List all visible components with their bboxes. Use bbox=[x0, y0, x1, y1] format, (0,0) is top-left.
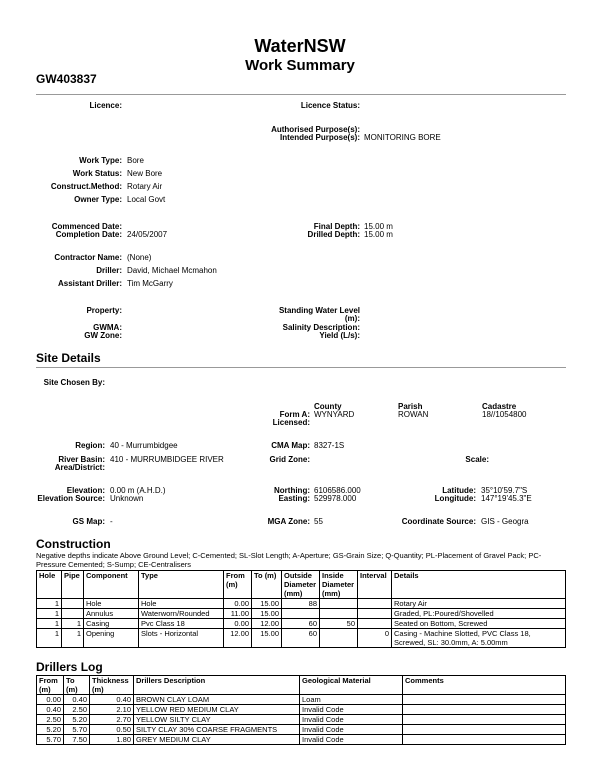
cell-from: 0.40 bbox=[37, 705, 64, 715]
cell-thickness: 0.40 bbox=[90, 695, 134, 705]
commenced-date-label: Commenced Date: bbox=[51, 222, 122, 231]
elevation-value: 0.00 m (A.H.D.) bbox=[110, 486, 166, 495]
cma-map-label: CMA Map: bbox=[271, 441, 310, 450]
intended-purpose-value: MONITORING BORE bbox=[364, 133, 441, 142]
cell-from: 11.00 bbox=[224, 609, 252, 619]
cell-hole: 1 bbox=[37, 619, 62, 629]
mga-zone-value: 55 bbox=[314, 517, 323, 526]
cell-description: YELLOW SILTY CLAY bbox=[134, 715, 300, 725]
table-row bbox=[37, 629, 566, 648]
col-to: To (m) bbox=[252, 571, 282, 599]
gwma-label: GWMA: bbox=[93, 323, 122, 332]
cell-from: 5.70 bbox=[37, 735, 64, 745]
cell-from: 12.00 bbox=[224, 629, 252, 648]
cell-to: 0.40 bbox=[64, 695, 90, 705]
cell-interval bbox=[358, 619, 392, 629]
authorised-purpose-label: Authorised Purpose(s): bbox=[271, 125, 360, 134]
latitude-value: 35°10'59.7"S bbox=[481, 486, 528, 495]
cell-interval bbox=[358, 609, 392, 619]
col-component: Component bbox=[84, 571, 139, 599]
cell-details: Graded, PL:Poured/Shovelled bbox=[392, 609, 566, 619]
cell-to: 5.20 bbox=[64, 715, 90, 725]
cell-hole: 1 bbox=[37, 609, 62, 619]
cell-comments bbox=[403, 695, 566, 705]
col-thickness: Thickness (m) bbox=[90, 676, 134, 695]
latitude-label: Latitude: bbox=[442, 486, 476, 495]
org-title: WaterNSW bbox=[254, 36, 346, 56]
grid-zone-label: Grid Zone: bbox=[269, 455, 310, 464]
cell-to: 5.70 bbox=[64, 725, 90, 735]
cell-inside-diameter: 50 bbox=[320, 619, 358, 629]
construction-note: Negative depths indicate Above Ground Level; C-Cemented; SL-Slot Length; A-Aperture; GS-Grain Size; Q-Quantity; PL-Placement of Gravel Pack; PC-Pressure Cemented; S-Sump; CE-Centralisers bbox=[36, 551, 542, 569]
elevation-label: Elevation: bbox=[66, 486, 105, 495]
coordinate-source-value: GIS - Geogra bbox=[481, 517, 529, 526]
construction-table bbox=[36, 570, 566, 648]
table-row bbox=[37, 599, 566, 609]
table-row bbox=[37, 695, 566, 705]
col-type: Type bbox=[139, 571, 224, 599]
cell-thickness: 2.10 bbox=[90, 705, 134, 715]
table-row bbox=[37, 735, 566, 745]
cell-component: Opening bbox=[84, 629, 139, 648]
header-divider bbox=[36, 94, 566, 95]
intended-purpose-label: Intended Purpose(s): bbox=[279, 133, 360, 142]
salinity-label: Salinity Description: bbox=[282, 323, 360, 332]
final-depth-label: Final Depth: bbox=[313, 222, 360, 231]
parish-header: Parish bbox=[398, 402, 423, 411]
cell-to: 15.00 bbox=[252, 629, 282, 648]
col-geological-material: Geological Material bbox=[300, 676, 403, 695]
cell-type: Pvc Class 18 bbox=[139, 619, 224, 629]
drillers-log-header-row bbox=[37, 676, 566, 695]
cell-component: Annulus bbox=[84, 609, 139, 619]
driller-value: David, Michael Mcmahon bbox=[127, 266, 217, 275]
area-district-label: Area/District: bbox=[54, 463, 105, 472]
elevation-source-label: Elevation Source: bbox=[37, 494, 105, 503]
county-header: County bbox=[314, 402, 342, 411]
col-interval: Interval bbox=[358, 571, 392, 599]
drillers-log-table bbox=[36, 675, 566, 745]
cell-outside-diameter: 60 bbox=[282, 619, 320, 629]
cell-hole: 1 bbox=[37, 599, 62, 609]
mga-zone-label: MGA Zone: bbox=[267, 517, 310, 526]
easting-value: 529978.000 bbox=[314, 494, 357, 503]
licence-status-label: Licence Status: bbox=[300, 101, 360, 110]
assistant-driller-value: Tim McGarry bbox=[127, 279, 173, 288]
easting-label: Easting: bbox=[278, 494, 310, 503]
form-a-cadastre: 18//1054800 bbox=[482, 410, 527, 419]
table-row bbox=[37, 725, 566, 735]
construction-header-row bbox=[37, 571, 566, 599]
cell-comments bbox=[403, 705, 566, 715]
standing-water-level-label: Standing Water Level bbox=[278, 306, 360, 315]
form-a-parish: ROWAN bbox=[398, 410, 429, 419]
gs-map-label: GS Map: bbox=[72, 517, 105, 526]
cell-thickness: 1.80 bbox=[90, 735, 134, 745]
cell-pipe: 1 bbox=[62, 629, 84, 648]
cell-details: Casing - Machine Slotted, PVC Class 18, Screwed, SL: 30.0mm, A: 5.00mm bbox=[392, 629, 566, 648]
cell-description: BROWN CLAY LOAM bbox=[134, 695, 300, 705]
licensed-label: Licensed: bbox=[272, 418, 310, 427]
standing-water-level-unit: (m): bbox=[344, 314, 360, 323]
col-from: From (m) bbox=[224, 571, 252, 599]
drillers-log-heading: Drillers Log bbox=[36, 660, 103, 674]
site-chosen-label: Site Chosen By: bbox=[43, 378, 105, 387]
cell-geological-material: Invalid Code bbox=[300, 735, 403, 745]
cell-from: 0.00 bbox=[224, 599, 252, 609]
elevation-source-value: Unknown bbox=[110, 494, 144, 503]
cell-from: 0.00 bbox=[224, 619, 252, 629]
cell-type: Waterworn/Rounded bbox=[139, 609, 224, 619]
col-to: To (m) bbox=[64, 676, 90, 695]
site-details-heading: Site Details bbox=[36, 351, 101, 365]
cell-description: GREY MEDIUM CLAY bbox=[134, 735, 300, 745]
cma-map-value: 8327-1S bbox=[314, 441, 345, 450]
col-details: Details bbox=[392, 571, 566, 599]
cell-comments bbox=[403, 715, 566, 725]
construction-heading: Construction bbox=[36, 537, 111, 551]
cell-type: Hole bbox=[139, 599, 224, 609]
cell-to: 2.50 bbox=[64, 705, 90, 715]
cell-pipe bbox=[62, 609, 84, 619]
longitude-value: 147°19'45.3"E bbox=[481, 494, 532, 503]
scale-label: Scale: bbox=[465, 455, 489, 464]
cell-interval bbox=[358, 599, 392, 609]
work-status-value: New Bore bbox=[127, 169, 163, 178]
river-basin-label: River Basin: bbox=[58, 455, 105, 464]
cell-inside-diameter bbox=[320, 609, 358, 619]
cell-details: Seated on Bottom, Screwed bbox=[392, 619, 566, 629]
work-id: GW403837 bbox=[36, 72, 97, 86]
col-inside-diameter: Inside Diameter (mm) bbox=[320, 571, 358, 599]
cell-inside-diameter bbox=[320, 629, 358, 648]
cell-hole: 1 bbox=[37, 629, 62, 648]
table-row bbox=[37, 715, 566, 725]
cell-comments bbox=[403, 725, 566, 735]
cell-details: Rotary Air bbox=[392, 599, 566, 609]
cell-from: 0.00 bbox=[37, 695, 64, 705]
yield-label: Yield (L/s): bbox=[319, 331, 360, 340]
completion-date-label: Completion Date: bbox=[55, 230, 122, 239]
cell-outside-diameter: 60 bbox=[282, 629, 320, 648]
work-status-label: Work Status: bbox=[72, 169, 122, 178]
col-drillers-description: Drillers Description bbox=[134, 676, 300, 695]
cell-description: YELLOW RED MEDIUM CLAY bbox=[134, 705, 300, 715]
cell-thickness: 0.50 bbox=[90, 725, 134, 735]
col-outside-diameter: Outside Diameter (mm) bbox=[282, 571, 320, 599]
contractor-name-label: Contractor Name: bbox=[54, 253, 122, 262]
cell-pipe: 1 bbox=[62, 619, 84, 629]
longitude-label: Longitude: bbox=[434, 494, 476, 503]
river-basin-value: 410 - MURRUMBIDGEE RIVER bbox=[110, 455, 224, 464]
region-value: 40 - Murrumbidgee bbox=[110, 441, 178, 450]
cell-geological-material: Invalid Code bbox=[300, 715, 403, 725]
gw-zone-label: GW Zone: bbox=[84, 331, 122, 340]
licence-label: Licence: bbox=[89, 101, 122, 110]
driller-label: Driller: bbox=[96, 266, 122, 275]
col-hole: Hole bbox=[37, 571, 62, 599]
drilled-depth-value: 15.00 m bbox=[364, 230, 393, 239]
work-type-label: Work Type: bbox=[79, 156, 122, 165]
contractor-name-value: (None) bbox=[127, 253, 152, 262]
region-label: Region: bbox=[75, 441, 105, 450]
cell-to: 15.00 bbox=[252, 609, 282, 619]
cell-thickness: 2.70 bbox=[90, 715, 134, 725]
cell-geological-material: Invalid Code bbox=[300, 725, 403, 735]
cell-component: Hole bbox=[84, 599, 139, 609]
cell-component: Casing bbox=[84, 619, 139, 629]
site-divider bbox=[36, 367, 566, 368]
cell-outside-diameter bbox=[282, 609, 320, 619]
col-pipe: Pipe bbox=[62, 571, 84, 599]
cell-to: 15.00 bbox=[252, 599, 282, 609]
cadastre-header: Cadastre bbox=[482, 402, 517, 411]
coordinate-source-label: Coordinate Source: bbox=[401, 517, 476, 526]
cell-outside-diameter: 88 bbox=[282, 599, 320, 609]
property-label: Property: bbox=[86, 306, 122, 315]
form-a-county: WYNYARD bbox=[314, 410, 355, 419]
gs-map-value: - bbox=[110, 517, 113, 526]
cell-geological-material: Loam bbox=[300, 695, 403, 705]
northing-label: Northing: bbox=[274, 486, 310, 495]
final-depth-value: 15.00 m bbox=[364, 222, 393, 231]
cell-pipe bbox=[62, 599, 84, 609]
cell-from: 5.20 bbox=[37, 725, 64, 735]
work-type-value: Bore bbox=[127, 156, 144, 165]
cell-description: SILTY CLAY 30% COARSE FRAGMENTS bbox=[134, 725, 300, 735]
owner-type-value: Local Govt bbox=[127, 195, 166, 204]
table-row bbox=[37, 609, 566, 619]
col-from: From (m) bbox=[37, 676, 64, 695]
cell-to: 12.00 bbox=[252, 619, 282, 629]
construct-method-label: Construct.Method: bbox=[50, 182, 122, 191]
assistant-driller-label: Assistant Driller: bbox=[57, 279, 122, 288]
table-row bbox=[37, 619, 566, 629]
cell-inside-diameter bbox=[320, 599, 358, 609]
cell-from: 2.50 bbox=[37, 715, 64, 725]
cell-type: Slots - Horizontal bbox=[139, 629, 224, 648]
col-comments: Comments bbox=[403, 676, 566, 695]
cell-comments bbox=[403, 735, 566, 745]
owner-type-label: Owner Type: bbox=[74, 195, 122, 204]
drilled-depth-label: Drilled Depth: bbox=[307, 230, 360, 239]
northing-value: 6106586.000 bbox=[314, 486, 361, 495]
table-row bbox=[37, 705, 566, 715]
construct-method-value: Rotary Air bbox=[127, 182, 163, 191]
form-a-label: Form A: bbox=[279, 410, 310, 419]
completion-date-value: 24/05/2007 bbox=[127, 230, 168, 239]
cell-interval: 0 bbox=[358, 629, 392, 648]
cell-to: 7.50 bbox=[64, 735, 90, 745]
cell-geological-material: Invalid Code bbox=[300, 705, 403, 715]
page-title: Work Summary bbox=[245, 57, 355, 74]
